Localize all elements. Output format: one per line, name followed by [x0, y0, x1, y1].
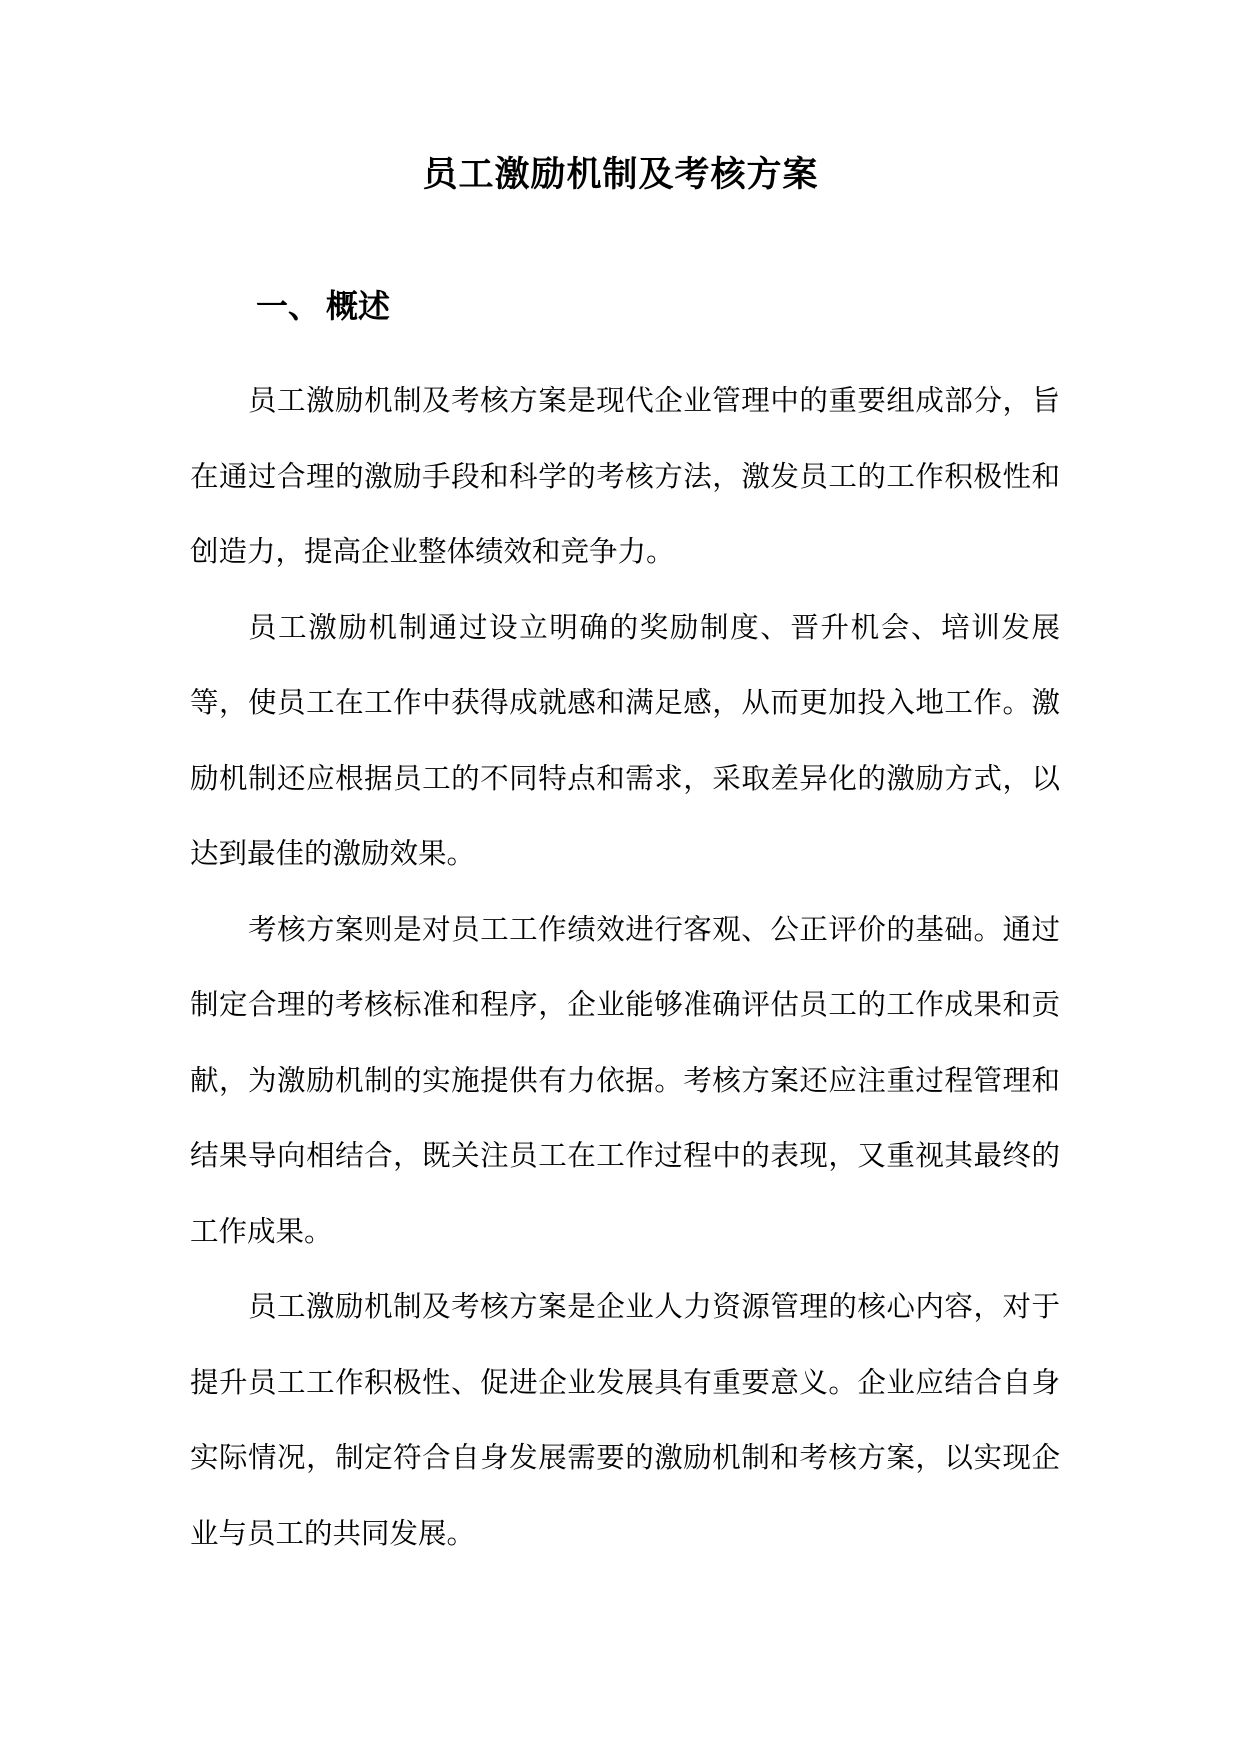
body-paragraph: 考核方案则是对员工工作绩效进行客观、公正评价的基础。通过制定合理的考核标准和程序，企业能够准确评估员工的工作成果和贡献，为激励机制的实施提供有力依据。考核方案还应注重过程管理和结果导向相结合，既关注员工在工作过程中的表现，又重视其最终的工作成果。: [190, 912, 1060, 1248]
body-paragraph: 员工激励机制通过设立明确的奖励制度、晋升机会、培训发展等，使员工在工作中获得成就感和满足感，从而更加投入地工作。激励机制还应根据员工的不同特点和需求，采取差异化的激励方式，以达到最佳的激励效果。: [190, 610, 1060, 870]
section-heading-text: 概述: [326, 287, 391, 325]
body-paragraph: 员工激励机制及考核方案是企业人力资源管理的核心内容，对于提升员工工作积极性、促进企业发展具有重要意义。企业应结合自身实际情况，制定符合自身发展需要的激励机制和考核方案，以实现企业与员工的共同发展。: [190, 1290, 1060, 1550]
section-heading: [256, 281, 390, 331]
document-title: 员工激励机制及考核方案: [422, 154, 819, 195]
document-body: [190, 363, 1060, 1571]
section-number: 一、: [256, 287, 321, 325]
body-paragraph: 员工激励机制及考核方案是现代企业管理中的重要组成部分，旨在通过合理的激励手段和科学的考核方法，激发员工的工作积极性和创造力，提高企业整体绩效和竞争力。: [190, 384, 1060, 568]
